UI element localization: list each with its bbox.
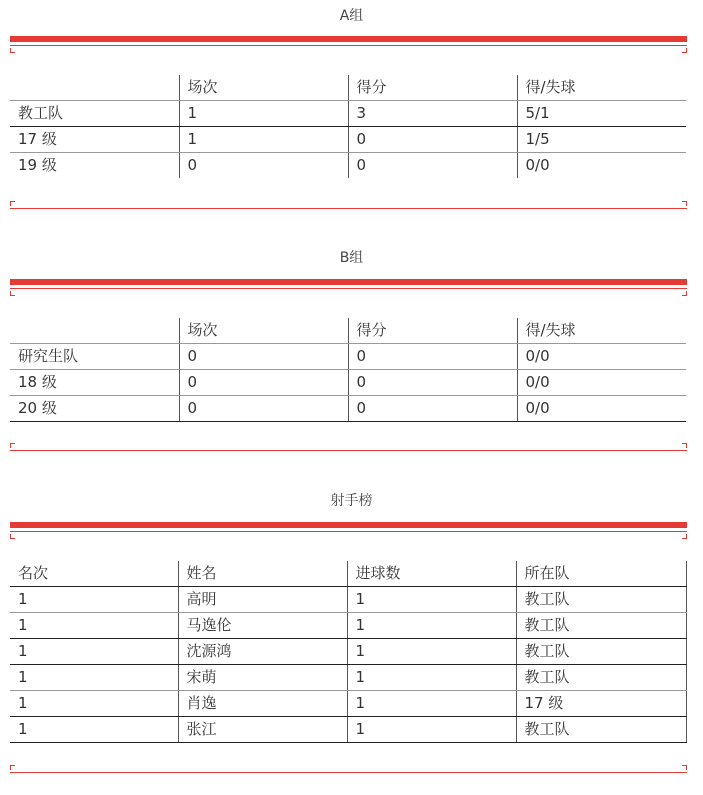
scorers-title: 射手榜 (330, 493, 373, 509)
points-cell: 0 (348, 396, 517, 422)
goals-cell: 1 (347, 691, 516, 717)
goals-cell: 1 (347, 717, 516, 743)
matches-cell: 0 (179, 396, 348, 422)
team-cell: 教工队 (516, 587, 686, 613)
goals-cell: 0/0 (517, 370, 686, 396)
rank-cell: 1 (10, 613, 178, 639)
scorers-top-line (10, 531, 687, 532)
points-cell: 0 (348, 127, 517, 153)
player-cell: 张江 (178, 717, 347, 743)
table-row (10, 587, 686, 613)
corner-ornament (682, 534, 687, 539)
team-cell: 教工队 (10, 101, 179, 127)
player-cell: 马逸伦 (178, 613, 347, 639)
table-header-row (10, 561, 686, 587)
team-cell: 17 级 (516, 691, 686, 717)
points-cell: 0 (348, 153, 517, 179)
goals-cell: 1 (347, 587, 516, 613)
top-scorers-table (10, 561, 687, 743)
goals-cell: 0/0 (517, 153, 686, 179)
header-cell: 名次 (10, 561, 178, 587)
table-row (10, 691, 686, 717)
team-cell: 教工队 (516, 639, 686, 665)
team-cell: 教工队 (516, 613, 686, 639)
corner-ornament (10, 534, 15, 539)
header-cell: 得/失球 (517, 75, 686, 101)
goals-cell: 5/1 (517, 101, 686, 127)
header-cell: 进球数 (347, 561, 516, 587)
scorers-top-bar (10, 522, 687, 528)
matches-cell: 0 (179, 344, 348, 370)
group-b-title: B组 (339, 250, 364, 266)
team-cell: 教工队 (516, 717, 686, 743)
team-cell: 20 级 (10, 396, 179, 422)
table-row (10, 613, 686, 639)
matches-cell: 1 (179, 127, 348, 153)
points-cell: 0 (348, 370, 517, 396)
goals-cell: 0/0 (517, 344, 686, 370)
rank-cell: 1 (10, 717, 178, 743)
team-cell: 19 级 (18, 156, 57, 174)
rank-cell: 1 (10, 639, 178, 665)
goals-cell: 1/5 (517, 127, 686, 153)
player-cell: 肖逸 (178, 691, 347, 717)
header-cell: 所在队 (516, 561, 686, 587)
team-cell: 18 级 (10, 370, 179, 396)
header-cell: 姓名 (178, 561, 347, 587)
table-row (10, 665, 686, 691)
matches-cell: 0 (179, 153, 348, 179)
player-cell: 高明 (178, 587, 347, 613)
goals-cell: 1 (347, 639, 516, 665)
player-cell: 沈源鸿 (178, 639, 347, 665)
rank-cell: 1 (10, 665, 178, 691)
header-cell: 场次 (179, 318, 348, 344)
matches-cell: 1 (179, 101, 348, 127)
goals-cell: 0/0 (517, 396, 686, 422)
rank-cell: 1 (10, 587, 178, 613)
header-cell: 得分 (348, 75, 517, 101)
points-cell: 3 (348, 101, 517, 127)
team-cell: 教工队 (516, 665, 686, 691)
group-a-title: A组 (339, 8, 364, 24)
table-row (10, 717, 686, 743)
header-cell: 场次 (179, 75, 348, 101)
header-cell: 得分 (348, 318, 517, 344)
rank-cell: 1 (10, 691, 178, 717)
corner-ornament (682, 765, 687, 770)
header-cell: 得/失球 (517, 318, 686, 344)
corner-ornament (10, 765, 15, 770)
team-cell: 研究生队 (10, 344, 179, 370)
team-cell: 17 级 (10, 127, 179, 153)
goals-cell: 1 (347, 613, 516, 639)
matches-cell: 0 (179, 370, 348, 396)
scorers-bottom-line (10, 772, 687, 773)
player-cell: 宋萌 (178, 665, 347, 691)
points-cell: 0 (348, 344, 517, 370)
goals-cell: 1 (347, 665, 516, 691)
table-row (10, 639, 686, 665)
